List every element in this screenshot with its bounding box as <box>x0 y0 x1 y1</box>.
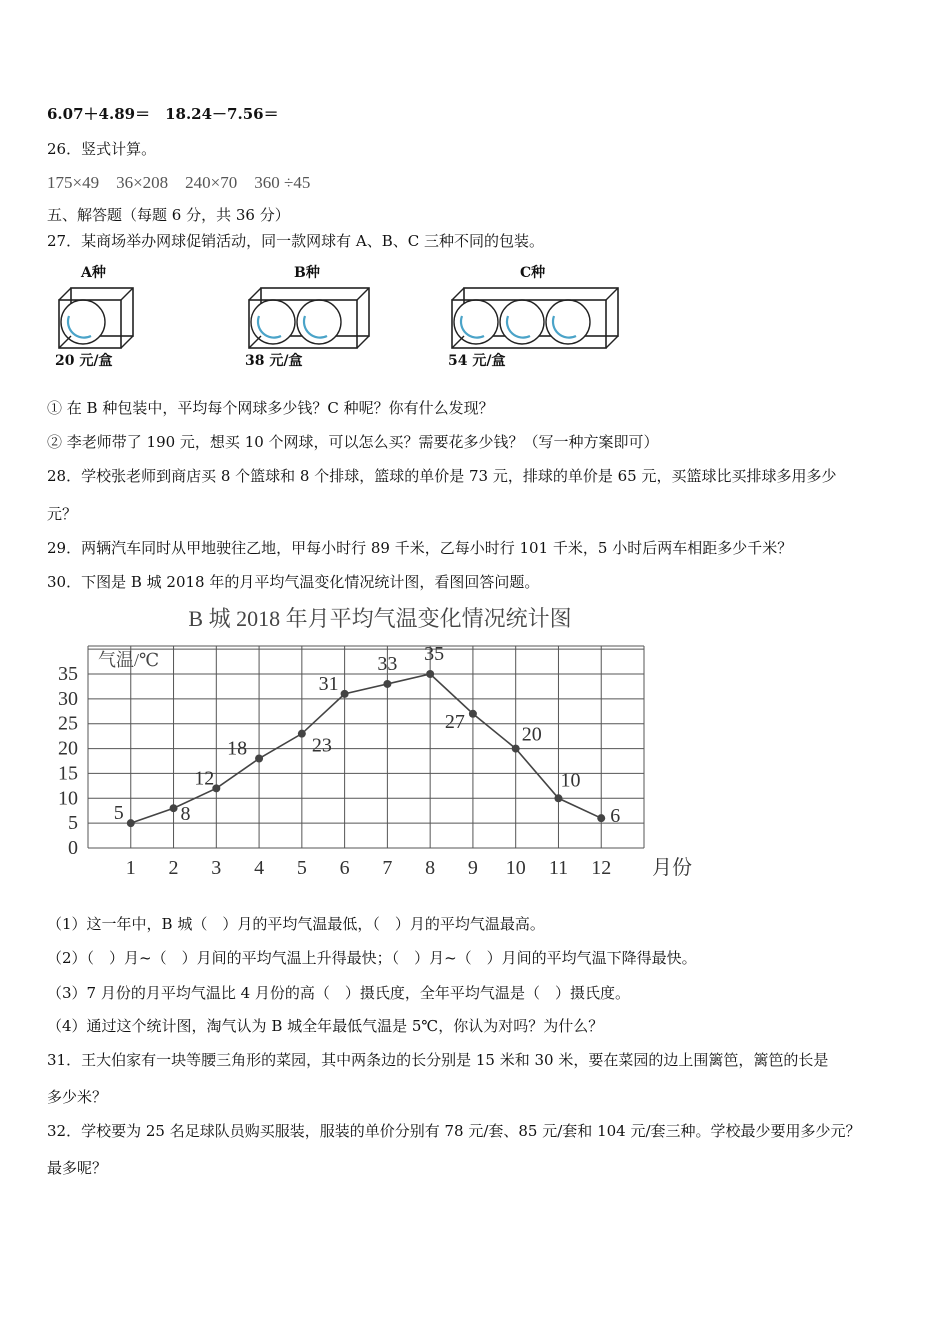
q32-text-line1: 32．学校要为 25 名足球队员购买服装，服装的单价分别有 78 元/套、85 元/套和 104 元/套三种。学校最少要用多少元？ <box>47 1122 861 1140</box>
q30-part2: （2）（ ）月~（ ）月间的平均气温上升得最快；（ ）月~（ ）月间的平均气温下降得最快。 <box>47 949 697 967</box>
data-label: 12 <box>194 767 215 790</box>
x-tick-label: 11 <box>548 857 569 879</box>
data-point <box>554 794 562 802</box>
y-tick-label: 10 <box>58 787 78 810</box>
q30-text: 30．下图是 B 城 2018 年的月平均气温变化情况统计图，看图回答问题。 <box>47 573 540 591</box>
q31-text-line1: 31．王大伯家有一块等腰三角形的菜园，其中两条边的长分别是 15 米和 30 米，要在菜园的边上围篱笆，篱笆的长是 <box>47 1051 829 1069</box>
package-a <box>55 262 147 372</box>
x-tick-label: 7 <box>382 857 393 879</box>
data-point <box>383 680 391 688</box>
data-point <box>512 745 520 753</box>
q31-text-line2: 多少米？ <box>47 1088 108 1106</box>
data-label: 18 <box>227 737 248 760</box>
q26-title: 26．竖式计算。 <box>47 140 157 158</box>
y-tick-label: 30 <box>58 687 78 710</box>
q27-text: 27．某商场举办网球促销活动，同一款网球有 A、B、C 三种不同的包装。 <box>47 232 544 250</box>
q27-part2: ② 李老师带了 190 元，想买 10 个网球，可以怎么买？需要花多少钱？（写一种方案即可） <box>47 433 659 451</box>
data-label: 35 <box>424 643 445 665</box>
data-point <box>170 804 178 812</box>
data-point <box>426 670 434 678</box>
data-label: 5 <box>113 802 124 825</box>
x-tick-label: 3 <box>211 857 222 879</box>
package-name: C种 <box>520 265 546 281</box>
package-b <box>245 262 383 372</box>
package-c <box>448 262 632 372</box>
data-label: 8 <box>180 803 191 826</box>
q28-text-line1: 28．学校张老师到商店买 8 个篮球和 8 个排球，篮球的单价是 73 元，排球的单价是 65 元，买篮球比买排球多用多少 <box>47 467 837 485</box>
data-point <box>127 819 135 827</box>
data-point <box>341 690 349 698</box>
ball-box-icon <box>245 282 383 352</box>
q27-part1: ① 在 B 种包装中，平均每个网球多少钱？C 种呢？你有什么发现？ <box>47 399 494 417</box>
package-price: 20 元/盒 <box>55 353 113 369</box>
y-tick-label: 5 <box>68 812 78 835</box>
q30-part1: （1）这一年中，B 城（ ）月的平均气温最低，（ ）月的平均气温最高。 <box>47 915 545 933</box>
package-name: A种 <box>81 265 106 281</box>
q30-part4: （4）通过这个统计图，淘气认为 B 城全年最低气温是 5℃，你认为对吗？为什么？ <box>47 1017 604 1035</box>
package-price: 38 元/盒 <box>245 353 303 369</box>
data-label: 20 <box>521 723 542 746</box>
y-tick-label: 25 <box>58 712 78 735</box>
q29-text: 29．两辆汽车同时从甲地驶往乙地，甲每小时行 89 千米，乙每小时行 101 千米，5 小时后两车相距多少千米？ <box>47 539 793 557</box>
x-tick-label: 6 <box>339 857 350 879</box>
x-tick-label: 5 <box>296 857 307 879</box>
data-label: 23 <box>311 734 332 757</box>
data-label: 27 <box>444 710 465 733</box>
q30-part3: （3）7 月份的月平均气温比 4 月份的高（ ）摄氏度，全年平均气温是（ ）摄氏度。 <box>47 984 630 1002</box>
q28-text-line2: 元？ <box>47 505 78 523</box>
section-5-heading: 五、解答题（每题 6 分，共 36 分） <box>47 206 290 224</box>
data-label: 6 <box>610 805 621 828</box>
x-tick-label: 9 <box>467 857 478 879</box>
chart-grid <box>88 646 644 848</box>
y-tick-label: 0 <box>68 837 78 859</box>
x-tick-label: 8 <box>425 857 436 879</box>
data-point <box>255 755 263 763</box>
package-name: B种 <box>294 265 320 281</box>
data-label: 10 <box>560 769 581 792</box>
x-tick-label: 4 <box>254 857 265 879</box>
data-label: 33 <box>377 652 398 675</box>
temperature-chart <box>40 598 720 888</box>
q32-text-line2: 最多呢？ <box>47 1159 108 1177</box>
package-price: 54 元/盒 <box>448 353 506 369</box>
x-tick-label: 12 <box>591 857 612 879</box>
calc-top-line: 6.07＋4.89＝ 18.24－7.56＝ <box>47 105 279 123</box>
y-tick-label: 15 <box>58 762 78 785</box>
y-tick-label: 35 <box>58 663 78 685</box>
x-axis-label: 月份 <box>652 857 692 879</box>
data-point <box>597 814 605 822</box>
x-tick-label: 1 <box>125 857 136 879</box>
x-tick-label: 2 <box>168 857 179 879</box>
data-point <box>469 710 477 718</box>
ball-box-icon <box>448 282 632 352</box>
data-point <box>298 730 306 738</box>
x-tick-label: 10 <box>505 857 526 879</box>
q26-items: 175×49 36×208 240×70 360 ÷45 <box>47 173 311 192</box>
y-tick-label: 20 <box>58 737 78 760</box>
chart-title: B 城 2018 年月平均气温变化情况统计图 <box>188 606 572 631</box>
ball-box-icon <box>55 282 147 352</box>
data-label: 31 <box>318 672 339 695</box>
y-axis-label: 气温/℃ <box>98 650 160 670</box>
